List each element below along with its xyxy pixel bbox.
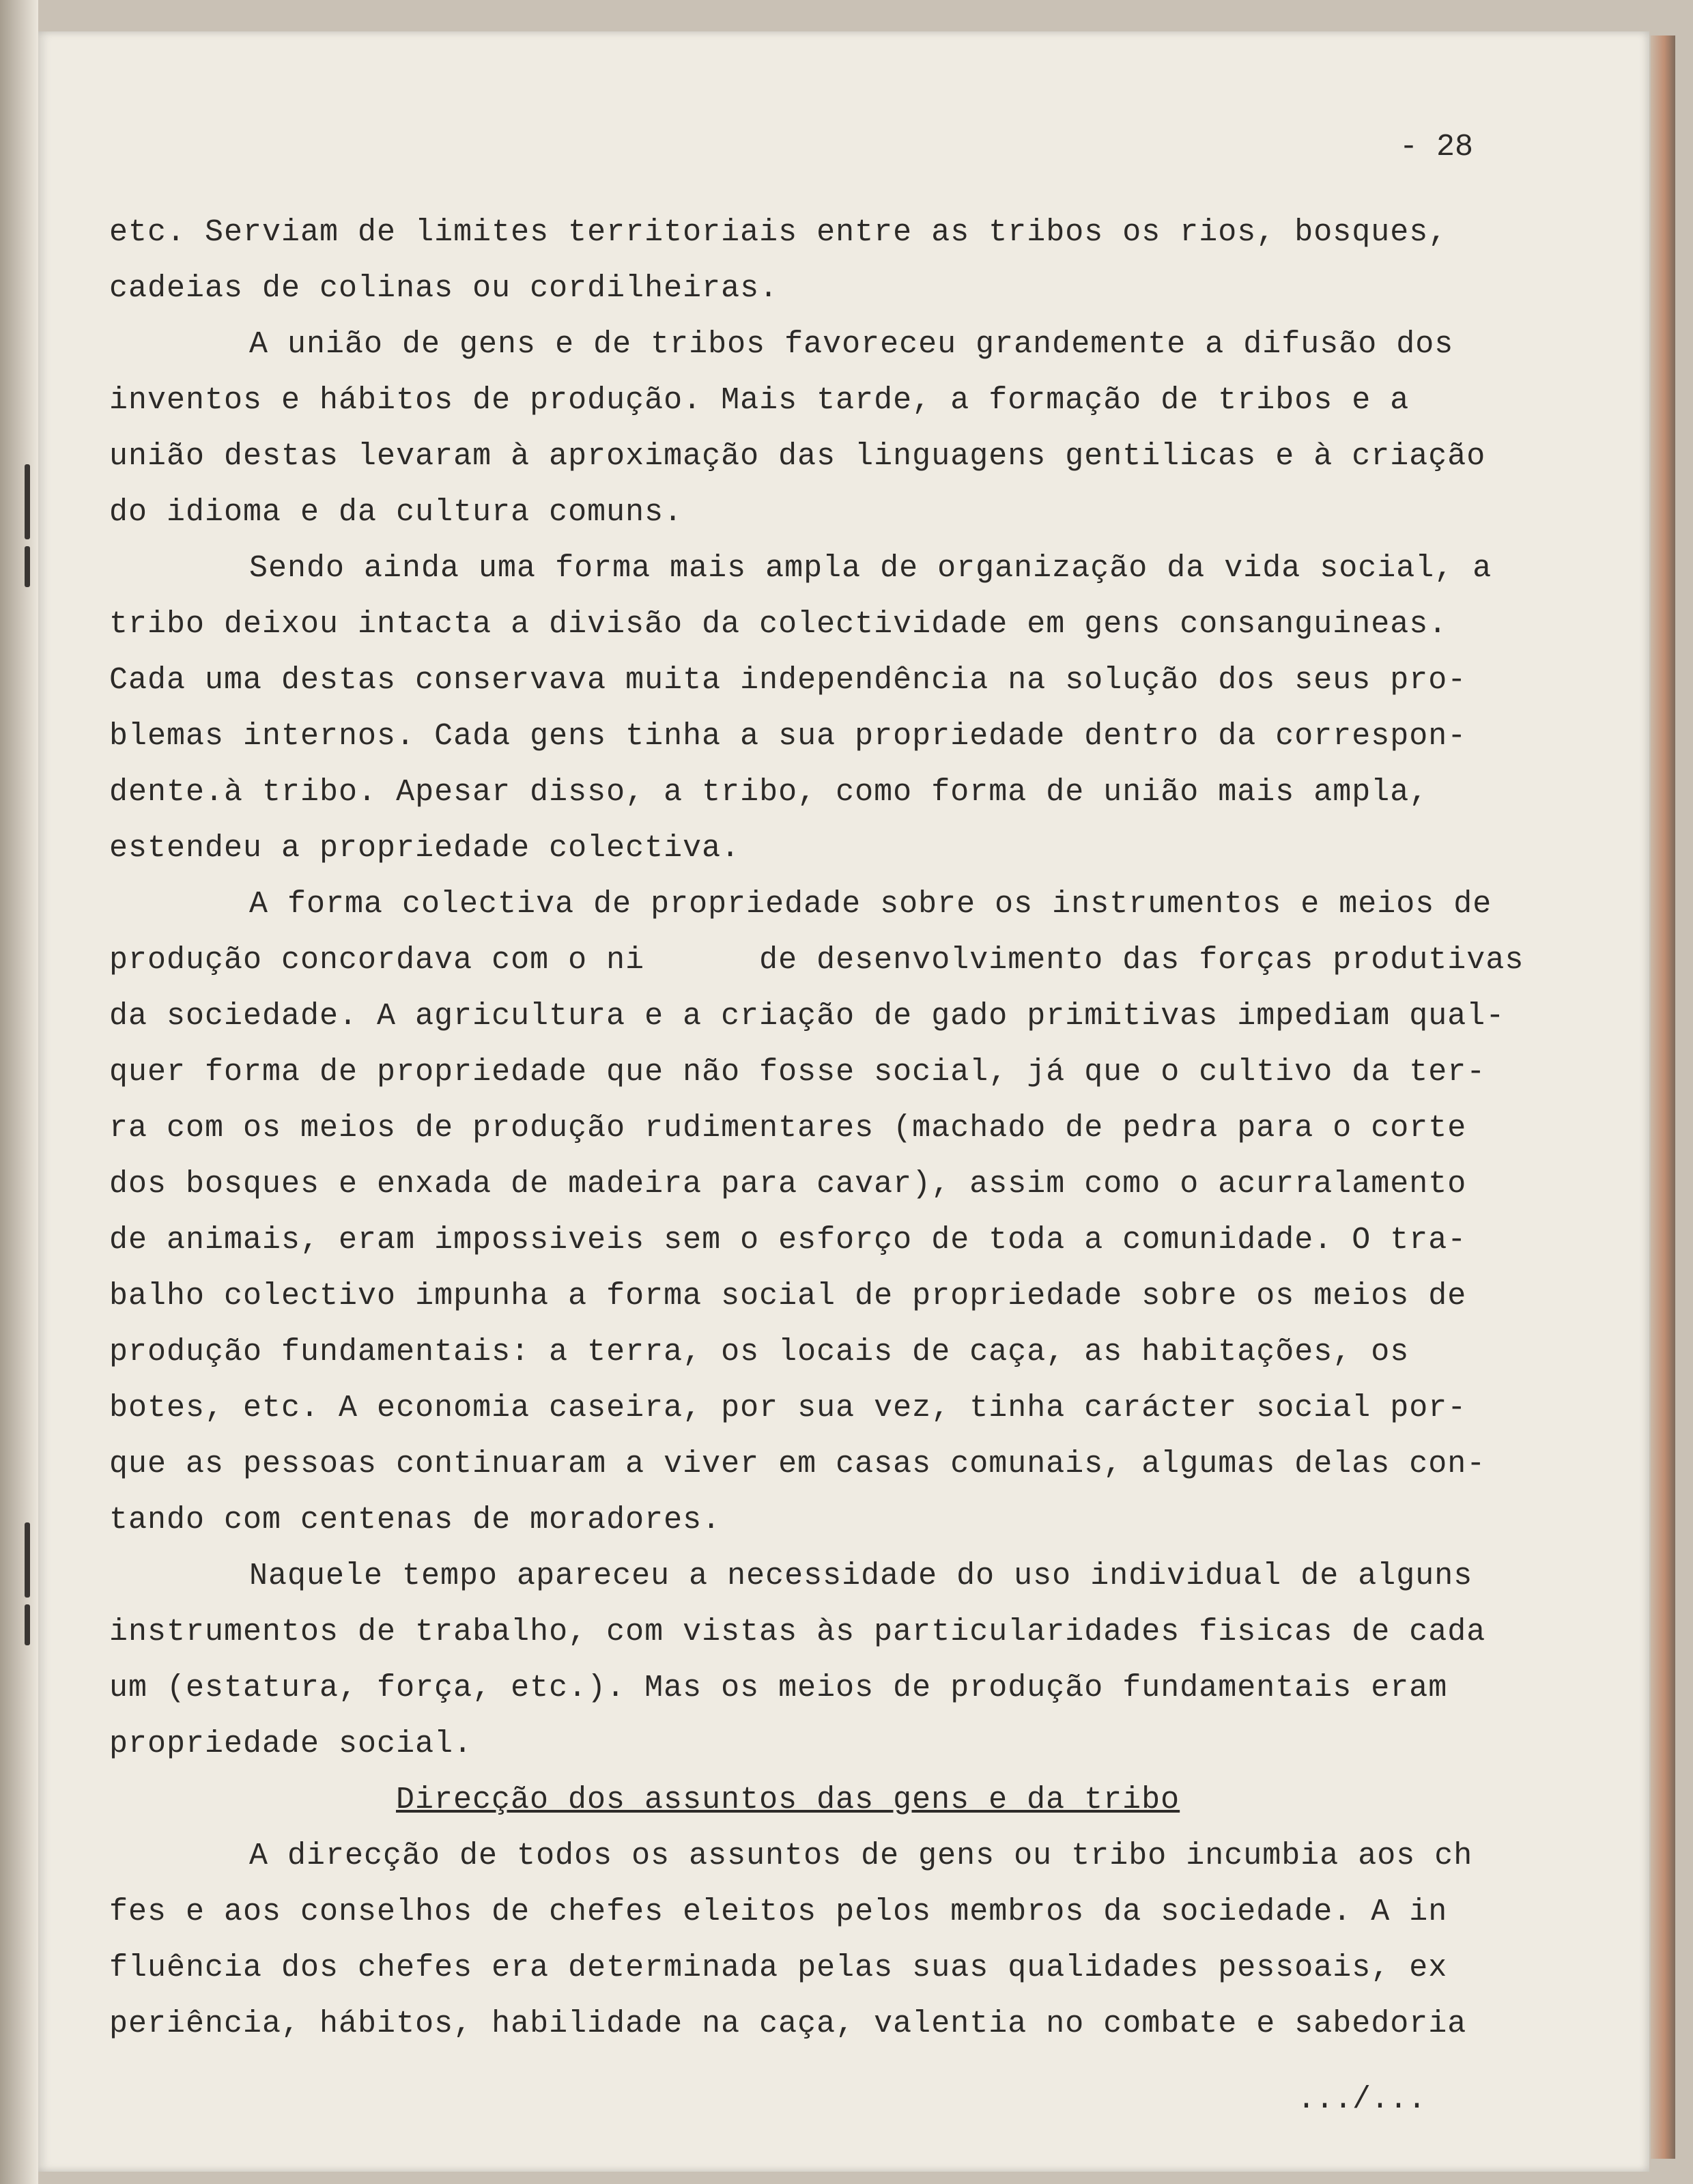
text-line: inventos e hábitos de produção. Mais tarde, a formação de tribos e a [109,383,1410,418]
text-line: cadeias de colinas ou cordilheiras. [109,271,779,306]
text-line: da sociedade. A agricultura e a criação de gado primitivas impediam qual- [109,999,1505,1034]
continuation-mark: .../... [1297,2082,1427,2117]
text-line: produção fundamentais: a terra, os locais de caça, as habitações, os [109,1335,1410,1370]
text-line: instrumentos de trabalho, com vistas às particularidades fisicas de cada [109,1615,1486,1649]
staple-mark [25,1604,30,1645]
text-line: do idioma e da cultura comuns. [109,495,683,530]
text-line: união destas levaram à aproximação das linguagens gentilicas e à criação [109,439,1486,474]
text-line: ra com os meios de produção rudimentares (machado de pedra para o corte [109,1111,1467,1146]
text-line: etc. Serviam de limites territoriais entre as tribos os rios, bosques, [109,215,1448,250]
text-line: fes e aos conselhos de chefes eleitos pelos membros da sociedade. A in [109,1895,1448,1929]
staple-mark [25,546,30,587]
page-edge-binding [1651,36,1675,2159]
text-line: A forma colectiva de propriedade sobre os instrumentos e meios de [249,887,1492,922]
text-line: Cada uma destas conservava muita independência na solução dos seus pro- [109,663,1467,698]
text-line: dos bosques e enxada de madeira para cavar), assim como o acurralamento [109,1167,1467,1202]
staple-mark [25,1522,30,1598]
text-line: estendeu a propriedade colectiva. [109,831,741,866]
text-line: botes, etc. A economia caseira, por sua vez, tinha carácter social por- [109,1391,1467,1426]
text-line: produção concordava com o ni de desenvolvimento das forças produtivas [109,943,1524,978]
text-line: Sendo ainda uma forma mais ampla de organização da vida social, a [249,551,1492,586]
text-line: tando com centenas de moradores. [109,1503,722,1537]
text-line: A direcção de todos os assuntos de gens ou tribo incumbia aos ch [249,1839,1473,1873]
text-line: periência, hábitos, habilidade na caça, valentia no combate e sabedoria [109,2006,1467,2041]
text-line: que as pessoas continuaram a viver em casas comunais, algumas delas con- [109,1447,1486,1481]
page-number: - 28 [1399,130,1474,165]
text-line: tribo deixou intacta a divisão da colectividade em gens consanguineas. [109,607,1448,642]
text-line: de animais, eram impossiveis sem o esforço de toda a comunidade. O tra- [109,1223,1467,1258]
staple-mark [25,464,30,539]
text-line: dente.à tribo. Apesar disso, a tribo, como forma de união mais ampla, [109,775,1429,810]
text-line: blemas internos. Cada gens tinha a sua propriedade dentro da correspon- [109,719,1467,754]
text-line: Naquele tempo apareceu a necessidade do uso individual de alguns [249,1559,1473,1593]
text-line: propriedade social. [109,1727,473,1761]
text-line: A união de gens e de tribos favoreceu grandemente a difusão dos [249,327,1454,362]
text-line: um (estatura, força, etc.). Mas os meios de produção fundamentais eram [109,1671,1448,1705]
text-line: balho colectivo impunha a forma social de propriedade sobre os meios de [109,1279,1467,1314]
text-line: fluência dos chefes era determinada pelas suas qualidades pessoais, ex [109,1951,1448,1985]
body-text [109,205,1556,2052]
section-heading: Direcção dos assuntos das gens e da tribo [396,1783,1180,1817]
text-line: quer forma de propriedade que não fosse social, já que o cultivo da ter- [109,1055,1486,1090]
previous-page-edge [0,0,38,2184]
